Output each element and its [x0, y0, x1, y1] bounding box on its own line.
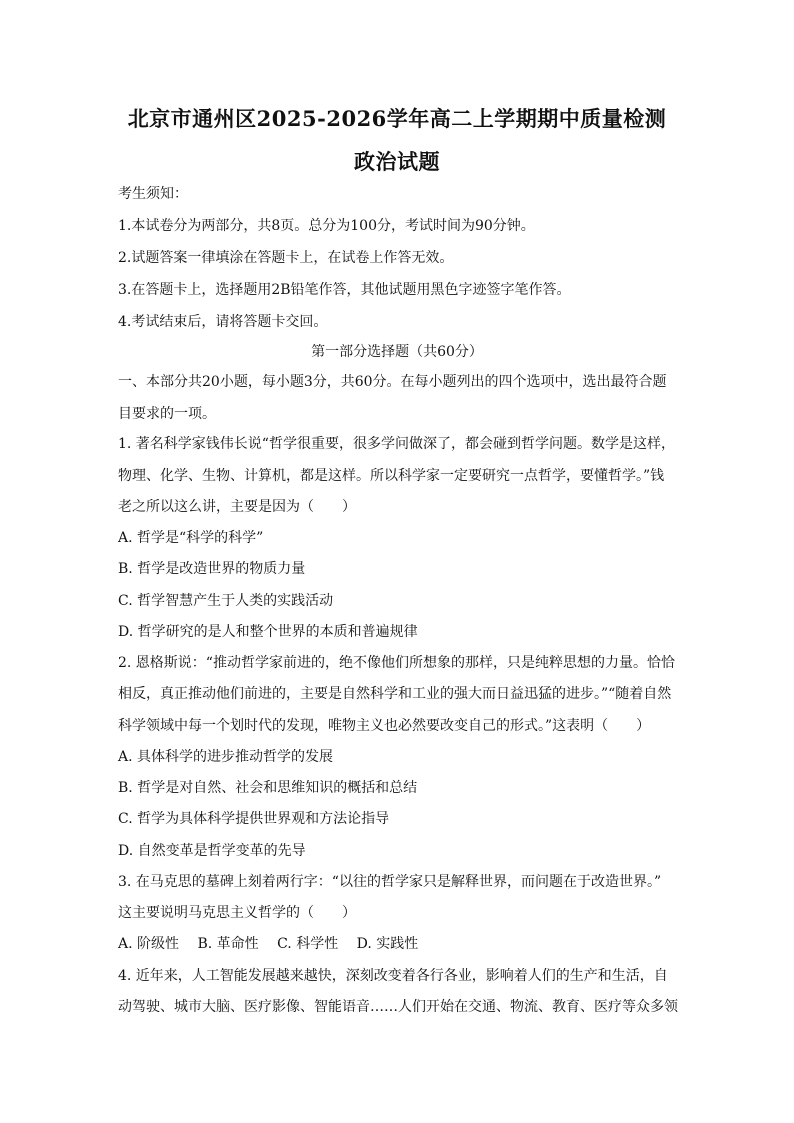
exam-title: 北京市通州区2025-2026学年高二上学期期中质量检测 [127, 106, 667, 131]
question-1-option-b: B. 哲学是改造世界的物质力量 [118, 561, 306, 577]
section-intro-line: 一、本部分共20小题，每小题3分，共60分。在每小题列出的四个选项中，选出最符合题 [118, 374, 667, 390]
notice-header: 考生须知： [118, 186, 188, 202]
question-3-stem: 3. 在马克思的墓碑上刻着两行字：“以往的哲学家只是解释世界，而问题在于改造世界。” [118, 874, 662, 890]
question-2-stem: 科学领域中每一个划时代的发现，唯物主义也必然要改变自己的形式。”这表明（ ） [118, 718, 651, 734]
section-intro-line: 目要求的一项。 [118, 406, 216, 422]
question-2-stem: 相反，真正推动他们前进的，主要是自然科学和工业的强大而日益迅猛的进步。”“随着自然 [118, 686, 672, 702]
exam-subject: 政治试题 [354, 149, 440, 174]
question-1-stem: 物理、化学、生物、计算机，都是这样。所以科学家一定要研究一点哲学，要懂哲学。”钱 [118, 468, 665, 484]
question-2-option-c: C. 哲学为具体科学提供世界观和方法论指导 [118, 811, 390, 827]
question-3-options: A. 阶级性 B. 革命性 C. 科学性 D. 实践性 [118, 936, 419, 952]
question-1-stem: 1. 著名科学家钱伟长说“哲学很重要，很多学问做深了，都会碰到哲学问题。数学是这样， [118, 436, 675, 452]
question-1-option-d: D. 哲学研究的是人和整个世界的本质和普遍规律 [118, 624, 418, 640]
notice-item: 2.试题答案一律填涂在答题卡上，在试卷上作答无效。 [118, 250, 454, 266]
question-2-option-b: B. 哲学是对自然、社会和思维知识的概括和总结 [118, 780, 418, 796]
question-2-option-a: A. 具体科学的进步推动哲学的发展 [118, 749, 334, 765]
question-4-stem: 4. 近年来，人工智能发展越来越快，深刻改变着各行各业，影响着人们的生产和生活，自 [118, 968, 668, 984]
notice-item: 3.在答题卡上，选择题用2B铅笔作答，其他试题用黑色字迹签字笔作答。 [118, 282, 571, 298]
question-1-option-c: C. 哲学智慧产生于人类的实践活动 [118, 593, 334, 609]
question-1-stem: 老之所以这么讲，主要是因为（ ） [118, 499, 356, 515]
question-3-stem: 这主要说明马克思主义哲学的（ ） [118, 905, 356, 921]
part-title: 第一部分选择题（共60分） [311, 344, 483, 360]
notice-item: 4.考试结束后，请将答题卡交回。 [118, 314, 328, 330]
question-4-stem: 动驾驶、城市大脑、医疗影像、智能语音……人们开始在交通、物流、教育、医疗等众多领 [118, 999, 678, 1015]
question-2-option-d: D. 自然变革是哲学变革的先导 [118, 843, 306, 859]
notice-item: 1.本试卷分为两部分，共8页。总分为100分，考试时间为90分钟。 [118, 218, 535, 234]
question-1-option-a: A. 哲学是“科学的科学” [118, 530, 264, 546]
question-2-stem: 2. 恩格斯说：“推动哲学家前进的，绝不像他们所想象的那样，只是纯粹思想的力量。恰恰 [118, 655, 675, 671]
